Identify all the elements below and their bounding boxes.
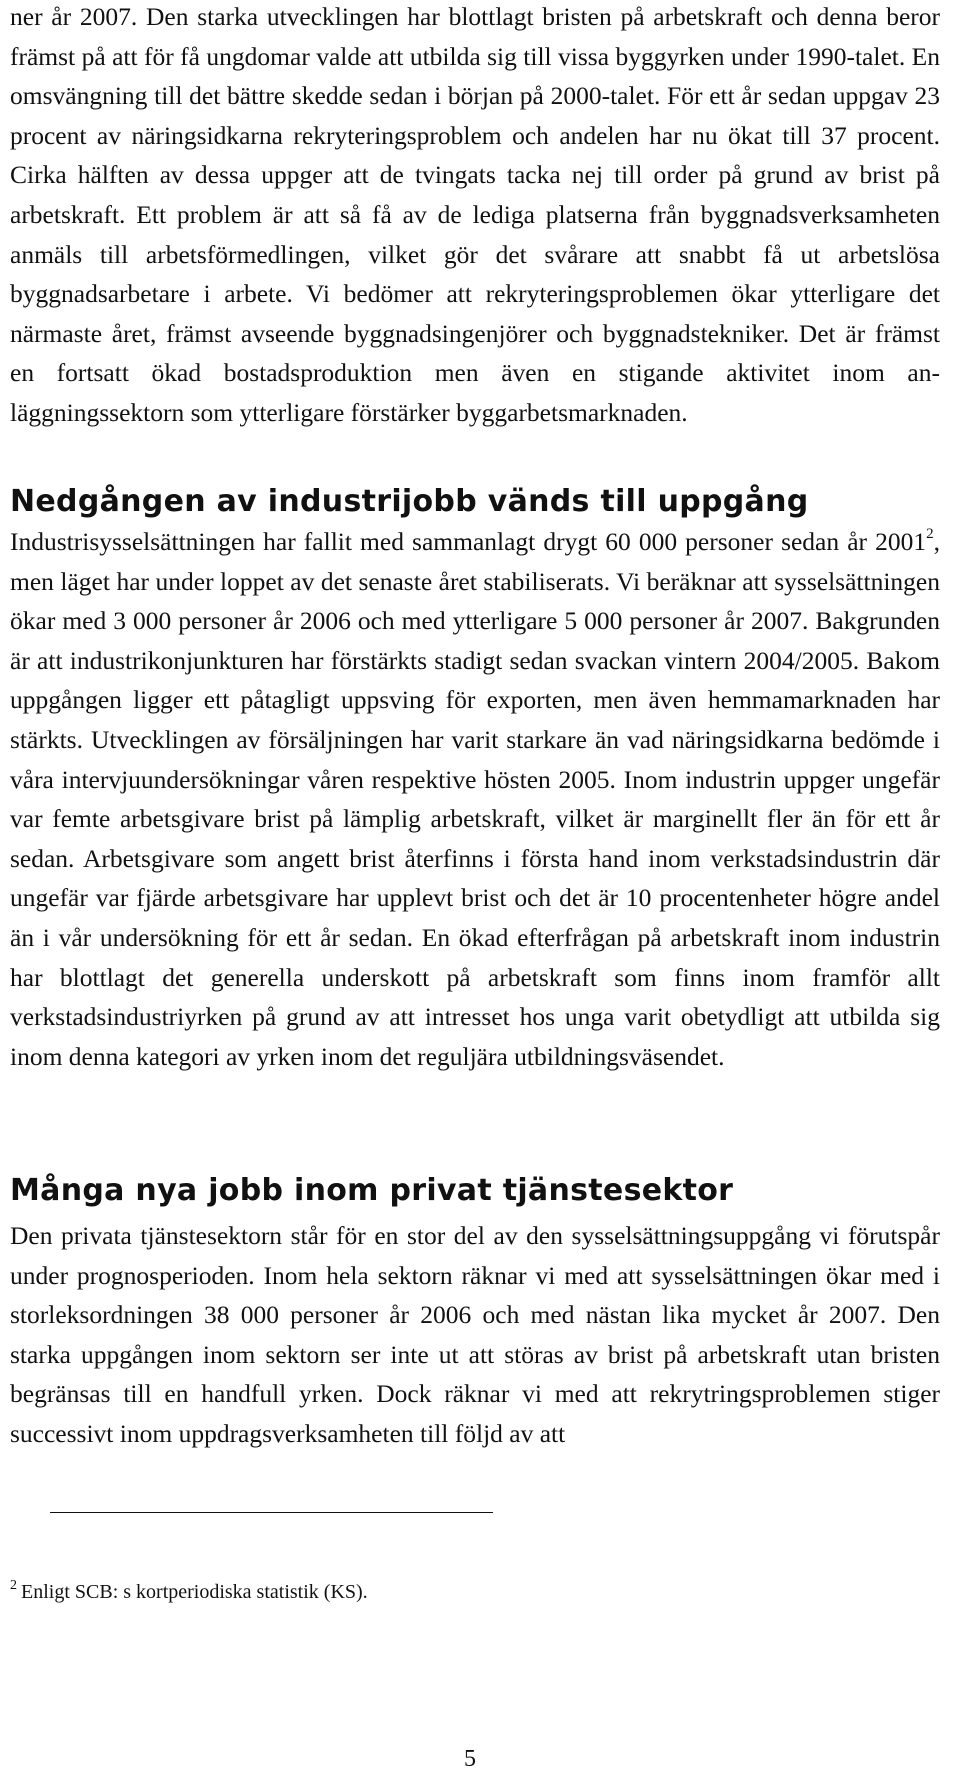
footnote-text: Enligt SCB: s kortperiodiska statistik (KS). xyxy=(21,1581,368,1603)
body-paragraph-services: Den privata tjänstesektorn står för en stor del av den sysselsättningsuppgång vi förutspår under prognosperioden. Inom hela sektorn räknar vi med att sysselsättningen ökar med i storleksordningen 38 000 personer år 2006 och med nästan lika mycket år 2007. Den starka uppgången inom sektorn ser inte ut att störas av brist på arbetskraft utan bristen begränsas till en handfull yrken. Dock räknar vi med att rekrytringsproblemen stiger successivt inom uppdragsverksamheten till följd av att xyxy=(10,1221,940,1448)
industry-text-start: Industrisysselsättningen har fallit med sammanlagt drygt 60 000 personer sedan år 2001 xyxy=(10,527,927,556)
footnote xyxy=(10,1578,368,1606)
page-number: 5 xyxy=(464,1746,476,1772)
section-heading-services: Många nya jobb inom privat tjänstesektor xyxy=(10,1173,734,1208)
body-paragraph-industry xyxy=(10,522,940,1076)
industry-text-end: , men läget har under loppet av det senaste året stabiliserats. Vi beräknar att sysselsättningen ökar med 3 000 personer år 2006 och med ytterligare 5 000 personer år 2007. Bakgrunden är att industrikonjunkturen har förstärkts stadigt sedan svackan vintern 2004/2005. Bakom uppgången ligger ett påtagligt uppsving för exporten, men även hemmamarknaden har stärkts. Utvecklingen av försäljningen har varit starkare än vad näringsidkarna bedömde i våra intervjuundersökningar våren respektive hösten 2005. Inom industrin uppger ungefär var femte arbetsgivare brist på lämplig arbetskraft, vilket är marginellt fler än för ett år sedan. Arbetsgivare som angett brist återfinns i första hand inom verkstadsindustrin där ungefär var fjärde arbetsgivare har upplevt brist och det är 10 procentenheter högre andel än i vår undersökning för ett år sedan. En ökad efterfrågan på arbetskraft inom industrin har blottlagt det generella underskott på arbetskraft som finns inom framför allt verkstadsindustriyrken på grund av att intresset hos unga varit obetydligt att utbilda sig inom denna kategori av yrken inom det reguljära utbildningsväsendet. xyxy=(10,527,940,1071)
footnote-separator xyxy=(50,1512,493,1513)
footnote-reference: 2 xyxy=(926,526,934,542)
body-paragraph-construction: ner år 2007. Den starka utvecklingen har blottlagt bristen på arbetskraft och denna beror främst på att för få ungdomar valde att utbilda sig till vissa byggyrken under 1990-talet. En omsvängning till det bättre skedde sedan i början på 2000-talet. För ett år sedan uppgav 23 procent av näringsidkarna rekryteringsproblem och andelen har nu ökat till 37 procent. Cirka hälften av dessa uppger att de tvingats tacka nej till order på grund av brist på arbetskraft. Ett problem är att så få av de lediga platserna från byggnadsverksamheten anmäls till arbetsförmedlingen, vilket gör det svårare att snabbt få ut arbetslösa byggnadsarbetare i arbete. Vi bedömer att rekryteringsproblemen ökar ytterligare det närmaste året, främst avseende byggnadsingenjörer och byggnadstekniker. Det är främst en fortsatt ökad bostadsproduktion men även en stigande aktivitet inom anläggningssektorn som ytterligare förstärker byggarbetsmarknaden. xyxy=(10,2,940,427)
footnote-number: 2 xyxy=(10,1578,17,1593)
section-heading-industry: Nedgången av industrijobb vänds till uppgång xyxy=(10,484,809,519)
